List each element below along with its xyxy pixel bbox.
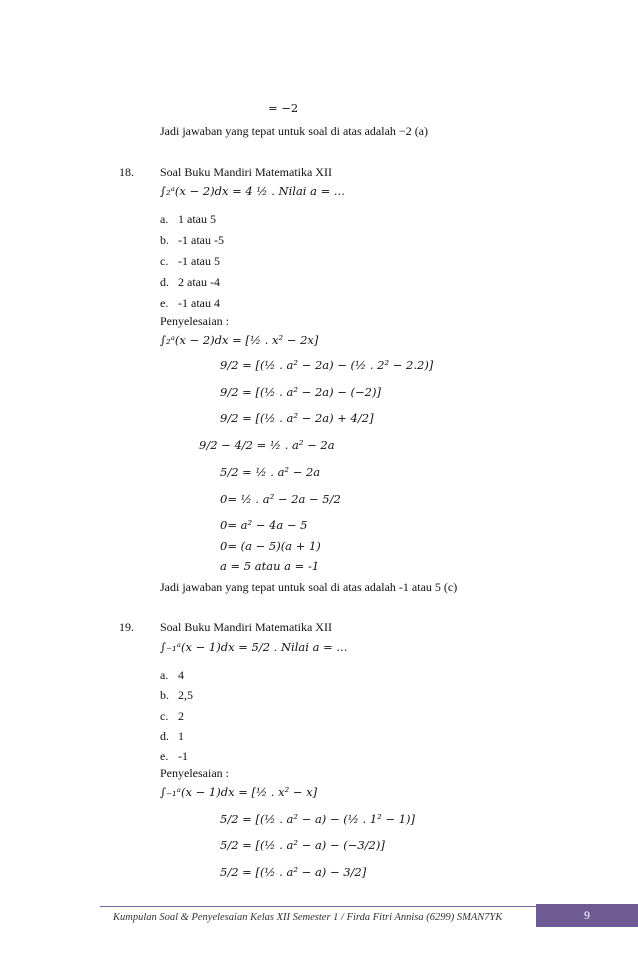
q18-step-4: 9/2 = [(½ . a² − 2a) + 4/2]: [220, 411, 374, 425]
q19-option-e: -1: [178, 749, 188, 763]
previous-conclusion: Jadi jawaban yang tepat untuk soal di atas adalah −2 (a): [160, 124, 429, 138]
q19-option-e-letter: e.: [160, 749, 169, 763]
q19-option-b-letter: b.: [160, 688, 169, 702]
q18-option-b: -1 atau -5: [178, 233, 224, 247]
q18-option-c: -1 atau 5: [178, 254, 220, 268]
q18-step-10: a = 5 atau a = -1: [220, 559, 320, 573]
q18-step-3: 9/2 = [(½ . a² − 2a) − (−2)]: [220, 385, 381, 399]
q18-step-9: 0= (a − 5)(a + 1): [220, 539, 321, 553]
previous-result: = −2: [268, 101, 299, 115]
q19-option-a: 4: [178, 668, 184, 682]
q18-step-6: 5/2 = ½ . a² − 2a: [220, 465, 321, 479]
q18-option-b-letter: b.: [160, 233, 169, 247]
q19-step-1: ∫₋₁ᵃ(x − 1)dx = [½ . x² − x]: [160, 785, 318, 799]
q18-problem: ∫₂ᵃ(x − 2)dx = 4 ½ . Nilai a = ...: [160, 184, 345, 198]
q18-number: 18.: [119, 165, 134, 179]
q18-conclusion: Jadi jawaban yang tepat untuk soal di atas adalah -1 atau 5 (c): [160, 580, 458, 594]
q19-title: Soal Buku Mandiri Matematika XII: [160, 620, 332, 634]
q19-number: 19.: [119, 620, 134, 634]
q19-option-c-letter: c.: [160, 709, 169, 723]
q18-option-c-letter: c.: [160, 254, 169, 268]
q18-option-a: 1 atau 5: [178, 212, 216, 226]
page-number-box: [536, 904, 638, 927]
q18-step-7: 0= ½ . a² − 2a − 5/2: [220, 492, 341, 506]
q19-problem: ∫₋₁ᵃ(x − 1)dx = 5/2 . Nilai a = ...: [160, 640, 348, 654]
footer-text: Kumpulan Soal & Penyelesaian Kelas XII Semester 1 / Firda Fitri Annisa (6299) SMAN7YK: [113, 912, 503, 923]
q19-option-a-letter: a.: [160, 668, 169, 682]
q18-step-1: ∫₂ᵃ(x − 2)dx = [½ . x² − 2x]: [160, 333, 319, 347]
q19-option-d-letter: d.: [160, 729, 169, 743]
q18-solution-label: Penyelesaian :: [160, 314, 229, 328]
q19-step-2: 5/2 = [(½ . a² − a) − (½ . 1² − 1)]: [220, 812, 416, 826]
page-number: 9: [584, 908, 590, 922]
q19-option-c: 2: [178, 709, 184, 723]
q18-option-d: 2 atau -4: [178, 275, 220, 289]
q18-step-8: 0= a² − 4a − 5: [220, 518, 308, 532]
q18-option-e-letter: e.: [160, 296, 169, 310]
q18-step-2: 9/2 = [(½ . a² − 2a) − (½ . 2² − 2.2)]: [220, 358, 434, 372]
q18-option-d-letter: d.: [160, 275, 169, 289]
q18-option-e: -1 atau 4: [178, 296, 220, 310]
q19-step-3: 5/2 = [(½ . a² − a) − (−3/2)]: [220, 838, 385, 852]
q18-step-5: 9/2 − 4/2 = ½ . a² − 2a: [199, 438, 335, 452]
q19-option-b: 2,5: [178, 688, 193, 702]
q18-option-a-letter: a.: [160, 212, 169, 226]
q19-step-4: 5/2 = [(½ . a² − a) − 3/2]: [220, 865, 367, 879]
q18-title: Soal Buku Mandiri Matematika XII: [160, 165, 332, 179]
q19-option-d: 1: [178, 729, 184, 743]
q19-solution-label: Penyelesaian :: [160, 766, 229, 780]
